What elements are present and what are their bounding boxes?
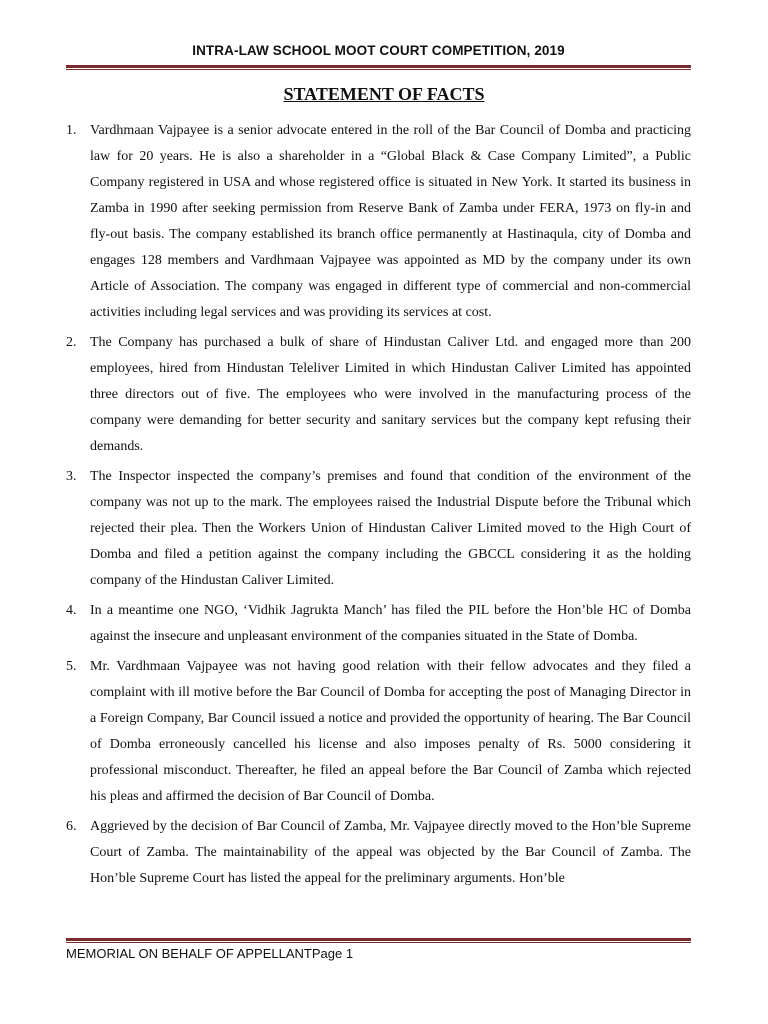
fact-number: 2.: [66, 335, 77, 350]
fact-item-1: [66, 118, 691, 326]
header-rule-thin: [66, 69, 691, 70]
fact-number: 4.: [66, 603, 77, 618]
header-rule-thick: [66, 65, 691, 68]
fact-number: 6.: [66, 819, 77, 834]
fact-item-3: [66, 464, 691, 594]
fact-text: The Company has purchased a bulk of share of Hindustan Caliver Ltd. and engaged more than 200 employees, hired from Hindustan Teleliver Limited in which Hindustan Caliver Limited has appointed three directors out of five. The employees who were involved in the manufacturing process of the company were demanding for better security and sanitary services but the company kept refusing their demands.: [90, 335, 691, 454]
fact-text: Vardhmaan Vajpayee is a senior advocate entered in the roll of the Bar Council of Domba and practicing law for 20 years. He is also a shareholder in a “Global Black & Case Company Limited”, a Public Company registered in USA and whose registered office is situated in New York. It started its business in Zamba in 1990 after seeking permission from Reserve Bank of Zamba under FERA, 1973 on fly-in and fly-out basis. The company established its branch office permanently at Hastinaqula, city of Domba and engages 128 members and Vardhmaan Vajpayee was appointed as MD by the company under its own Article of Association. The company was engaged in different type of commercial and non-commercial activities including legal services and was providing its services at cost.: [90, 123, 691, 320]
fact-text: The Inspector inspected the company’s premises and found that condition of the environment of the company was not up to the mark. The employees raised the Industrial Dispute before the Tribunal which rejected their plea. Then the Workers Union of Hindustan Caliver Limited moved to the High Court of Domba and filed a petition against the company including the GBCCL considering it as the holding company of the Hindustan Caliver Limited.: [90, 469, 691, 588]
fact-item-4: [66, 598, 691, 650]
fact-number: 3.: [66, 469, 77, 484]
fact-text: Mr. Vardhmaan Vajpayee was not having good relation with their fellow advocates and they filed a complaint with ill motive before the Bar Council of Domba for accepting the post of Managing Director in a Foreign Company, Bar Council issued a notice and provided the opportunity of hearing. The Bar Council of Domba erroneously cancelled his license and also imposes penalty of Rs. 5000 considering it professional misconduct. Thereafter, he filed an appeal before the Bar Council of Zamba which rejected his pleas and affirmed the decision of Bar Council of Domba.: [90, 659, 691, 804]
section-title: STATEMENT OF FACTS: [283, 84, 485, 104]
fact-item-2: [66, 330, 691, 460]
footer-rule-thin: [66, 942, 691, 943]
fact-number: 5.: [66, 659, 77, 674]
fact-number: 1.: [66, 123, 77, 138]
fact-item-6: [66, 814, 691, 892]
fact-text: In a meantime one NGO, ‘Vidhik Jagrukta Manch’ has filed the PIL before the Hon’ble HC of Domba against the insecure and unpleasant environment of the companies situated in the State of Domba.: [90, 603, 691, 644]
facts-list: [66, 118, 691, 896]
page-header-title: INTRA-LAW SCHOOL MOOT COURT COMPETITION, 2019: [192, 43, 565, 58]
fact-item-5: [66, 654, 691, 810]
fact-text: Aggrieved by the decision of Bar Council of Zamba, Mr. Vajpayee directly moved to the Hon’ble Supreme Court of Zamba. The maintainability of the appeal was objected by the Bar Council of Zamba. The Hon’ble Supreme Court has listed the appeal for the preliminary arguments. Hon’ble: [90, 819, 691, 886]
footer-rule-thick: [66, 938, 691, 941]
page-footer: MEMORIAL ON BEHALF OF APPELLANTPage 1: [66, 946, 354, 961]
